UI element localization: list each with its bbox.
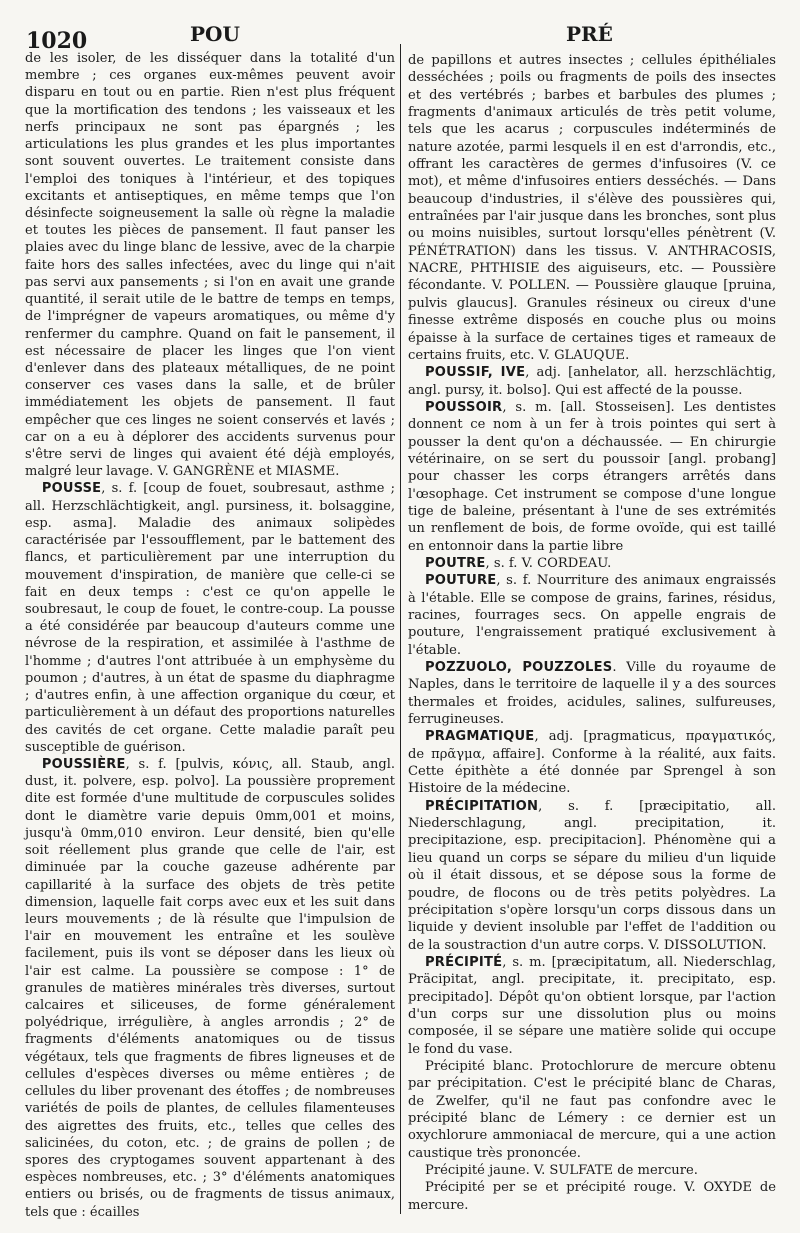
right-column (408, 52, 776, 1214)
dictionary-entry (408, 659, 776, 728)
entry-definition: , s. f. Nourriture des animaux engraissés à l'étable. Elle se compose de grains, farines, résidus, racines, fourrages secs. On appelle engrais de pouture, l'engraissement pratiqué exclusivement à l'étable. (408, 573, 776, 658)
sub-entry-text: Précipité jaune. V. SULFATE de mercure. (425, 1163, 698, 1178)
entry-definition: , adj. [pragmaticus, πραγματικός, de πρᾶγμα, affaire]. Conforme à la réalité, aux faits. Cette épithète a été donnée par Sprengel à son Histoire de la médecine. (408, 729, 776, 797)
sub-entry (408, 1162, 776, 1179)
entry-headword: POUTURE (425, 573, 497, 589)
entry-definition: , s. f. [coup de fouet, soubresaut, asthme ; all. Herzschlächtigkeit, angl. pursiness, it. bolsaggine, esp. asma]. Maladie des animaux solipèdes caractérisée par l'essoufflement, par le battement des flancs, et particulièrement par une interruption du mouvement d'inspiration, de manière que celle-ci se fait en deux temps : c'est ce qu'on appelle le soubresaut, le coup de fouet, le contre-coup. La pousse a été considérée par beaucoup d'auteurs comme une névrose de la respiration, et assimilée à l'asthme de l'homme ; d'autres l'ont attribuée à un emphysème du poumon ; d'autres, à un état de spasme du diaphragme ; d'autres enfin, à une affection organique du cœur, et particulièrement à un défaut des proportions naturelles des cavités de cet organe. Cette maladie paraît peu susceptible de guérison. (25, 481, 395, 755)
right-headword: PRÉ (566, 22, 613, 46)
dictionary-entry (408, 572, 776, 659)
entry-definition: , s. f. [præcipitatio, all. Niederschlagung, angl. precipitation, it. precipitazione, esp. precipitacion]. Phénomène qui a lieu quand un corps se sépare du milieu d'un liquide où il était dissous, et se dépose sous la forme de poudre, de flocons ou de très petits polyèdres. La précipitation s'opère lorsqu'un corps dissous dans un liquide y devient insoluble par l'effet de l'addition ou de la soustraction d'un autre corps. V. DISSOLUTION. (408, 798, 776, 953)
dictionary-entry (25, 480, 395, 756)
entry-definition: . Ville du royaume de Naples, dans le territoire de laquelle il y a des sources thermales et froides, acidules, salines, sulfureuses, ferrugineuses. (408, 660, 776, 728)
left-column (25, 50, 395, 1221)
continued-paragraph (408, 52, 776, 364)
sub-entry (408, 1058, 776, 1162)
entry-definition: , s. f. V. CORDEAU. (485, 555, 612, 571)
entry-definition: , s. m. [all. Stosseisen]. Les dentistes donnent ce nom à un fer à trois pointes qui sert à pousser la dent qu'on a déchaussée. — En chirurgie vétérinaire, on se sert du poussoir [angl. probang] pour chasser les corps étrangers arrêtés dans l'œsophage. Cet instrument se compose d'une longue tige de baleine, présentant à l'une de ses extrémités un renflement de bois, de forme ovoïde, qui est taillé en entonnoir dans la partie libre (408, 399, 776, 554)
entry-definition: , s. f. [pulvis, κόνις, all. Staub, angl. dust, it. polvere, esp. polvo]. La poussière proprement dite est formée d'une multitude de corpuscules solides dont le diamètre varie depuis 0mm,001 et moins, jusqu'à 0mm,010 environ. Leur densité, bien qu'elle soit réellement plus grande que celle de l'air, est diminuée par la couche gazeuse adhérente par capillarité à la surface des objets de très petite dimension, laquelle fait corps avec eux et les suit dans leurs mouvements ; de là résulte que l'impulsion de l'air en mouvement les entraîne et les soulève facilement, puis ils vont se déposer dans les lieux où l'air est calme. La poussière se compose : 1° de granules de matières minérales très diverses, surtout calcaires et siliceuses, de forme généralement polyédrique, irrégulière, à angles arrondis ; 2° de fragments d'éléments anatomiques ou de tissus végétaux, tels que fragments de fibres ligneuses et de cellules d'espèces diverses ou même entières ; de cellules du liber provenant des étoffes ; de nombreuses variétés de poils de plantes, de cellules filamenteuses des aigrettes des fruits, etc., telles que celles des salicinées, du coton, etc. ; de grains de pollen ; de spores des cryptogames souvent appartenant à des espèces nombreuses, etc. ; 3° d'éléments anatomiques entiers ou brisés, ou de fragments de tissus animaux, tels que : écailles (25, 756, 395, 1220)
page-number: 1020 (26, 28, 88, 54)
dictionary-entry (408, 728, 776, 797)
sub-entry-text: Précipité blanc. Protochlorure de mercure obtenu par précipitation. C'est le précipité blanc de Charas, de Zwelfer, qu'il ne faut pas confondre avec le précipité blanc de Lémery : ce dernier est un oxychlorure ammoniacal de mercure, qui a une action caustique très prononcée. (408, 1058, 776, 1161)
entry-definition: , adj. [anhelator, all. herzschlächtig, angl. pursy, it. bolso]. Qui est affecté de la pousse. (408, 365, 776, 398)
paragraph-text: de papillons et autres insectes ; cellules épithéliales desséchées ; poils ou fragments de poils des insectes et des vertébrés ; barbes et barbules des plumes ; fragments d'animaux articulés de très petit volume, tels que les acarus ; corpuscules indéterminés de nature azotée, parmi lesquels il en est d'arrondis, etc., offrant les caractères de germes d'infusoires (V. ce mot), et même d'infusoires entiers desséchés. — Dans beaucoup d'industries, il s'élève des poussières qui, entraînées par l'air jusque dans les bronches, sont plus ou moins nuisibles, surtout lorsqu'elles pénètrent (V. PÉNÉTRATION) dans les tissus. V. ANTHRACOSIS, NACRE, PHTHISIE des aiguiseurs, etc. — Poussière fécondante. V. POLLEN. — Poussière glauque [pruina, pulvis glaucus]. Granules résineux ou cireux d'une finesse extrême disposés en couche plus ou moins épaisse à la surface de certaines tiges et rameaux de certains fruits, etc. V. GLAUQUE. (408, 53, 776, 363)
entry-headword: POZZUOLO, POUZZOLES (425, 660, 613, 676)
dictionary-entry (408, 954, 776, 1058)
column-divider (400, 44, 401, 1214)
dictionary-entry (408, 399, 776, 555)
entry-headword: POUTRE (425, 555, 486, 571)
entry-headword: PRÉCIPITATION (425, 798, 539, 814)
paragraph-text: de les isoler, de les disséquer dans la totalité d'un membre ; ces organes eux-mêmes peuvent avoir disparu en tout ou en partie. Rien n'est plus fréquent que la mortification des tendons ; les vaisseaux et les nerfs principaux ne sont pas épargnés ; les articulations les plus grandes et les plus importantes sont souvent ouvertes. Le traitement consiste dans l'emploi des toniques à l'intérieur, et des topiques excitants et antiseptiques, en même temps que l'on désinfecte soigneusement la salle où règne la maladie et toutes les pièces de pansement. Il faut panser les plaies avec du linge blanc de lessive, avec de la charpie faite hors des salles infectées, avec du linge qui n'ait pas servi aux pansements ; si l'on en avait une grande quantité, il serait utile de le battre de temps en temps, de l'imprégner de vapeurs aromatiques, ou même d'y renfermer du camphre. Quand on fait le pansement, il est nécessaire de placer les linges que l'on vient d'enlever dans des plateaux métalliques, de ne point conserver ces vases dans la salle, et de brûler immédiatement les objets de pansement. Il faut empêcher que ces linges ne soient conservés et lavés ; car on a eu à déplorer des accidents survenus pour s'être servi de linges qui avaient été déjà employés, malgré leur lavage. V. GANGRÈNE et MIASME. (25, 51, 395, 480)
entry-headword: POUSSE (41, 481, 102, 497)
entry-definition: , s. m. [præcipitatum, all. Niederschlag, Präcipitat, angl. precipitate, it. precipitato, esp. precipitado]. Dépôt qu'on obtient lorsque, par l'action d'un corps sur une dissolution plus ou moins composée, il se sépare une matière solide qui occupe le fond du vase. (408, 954, 776, 1057)
entry-headword: POUSSIF, IVE (425, 365, 526, 381)
dictionary-entry (25, 756, 395, 1221)
left-headword: POU (190, 22, 240, 46)
entry-headword: PRÉCIPITÉ (425, 954, 503, 970)
entry-headword: POUSSOIR (425, 399, 503, 415)
sub-entry-text: Précipité per se et précipité rouge. V. OXYDE de mercure. (408, 1180, 776, 1213)
continued-paragraph (25, 50, 395, 480)
sub-entry (408, 1179, 776, 1214)
dictionary-entry (408, 555, 776, 572)
entry-headword: PRAGMATIQUE (425, 729, 535, 745)
dictionary-entry (408, 798, 776, 954)
entry-headword: POUSSIÈRE (41, 756, 126, 772)
dictionary-entry (408, 364, 776, 399)
